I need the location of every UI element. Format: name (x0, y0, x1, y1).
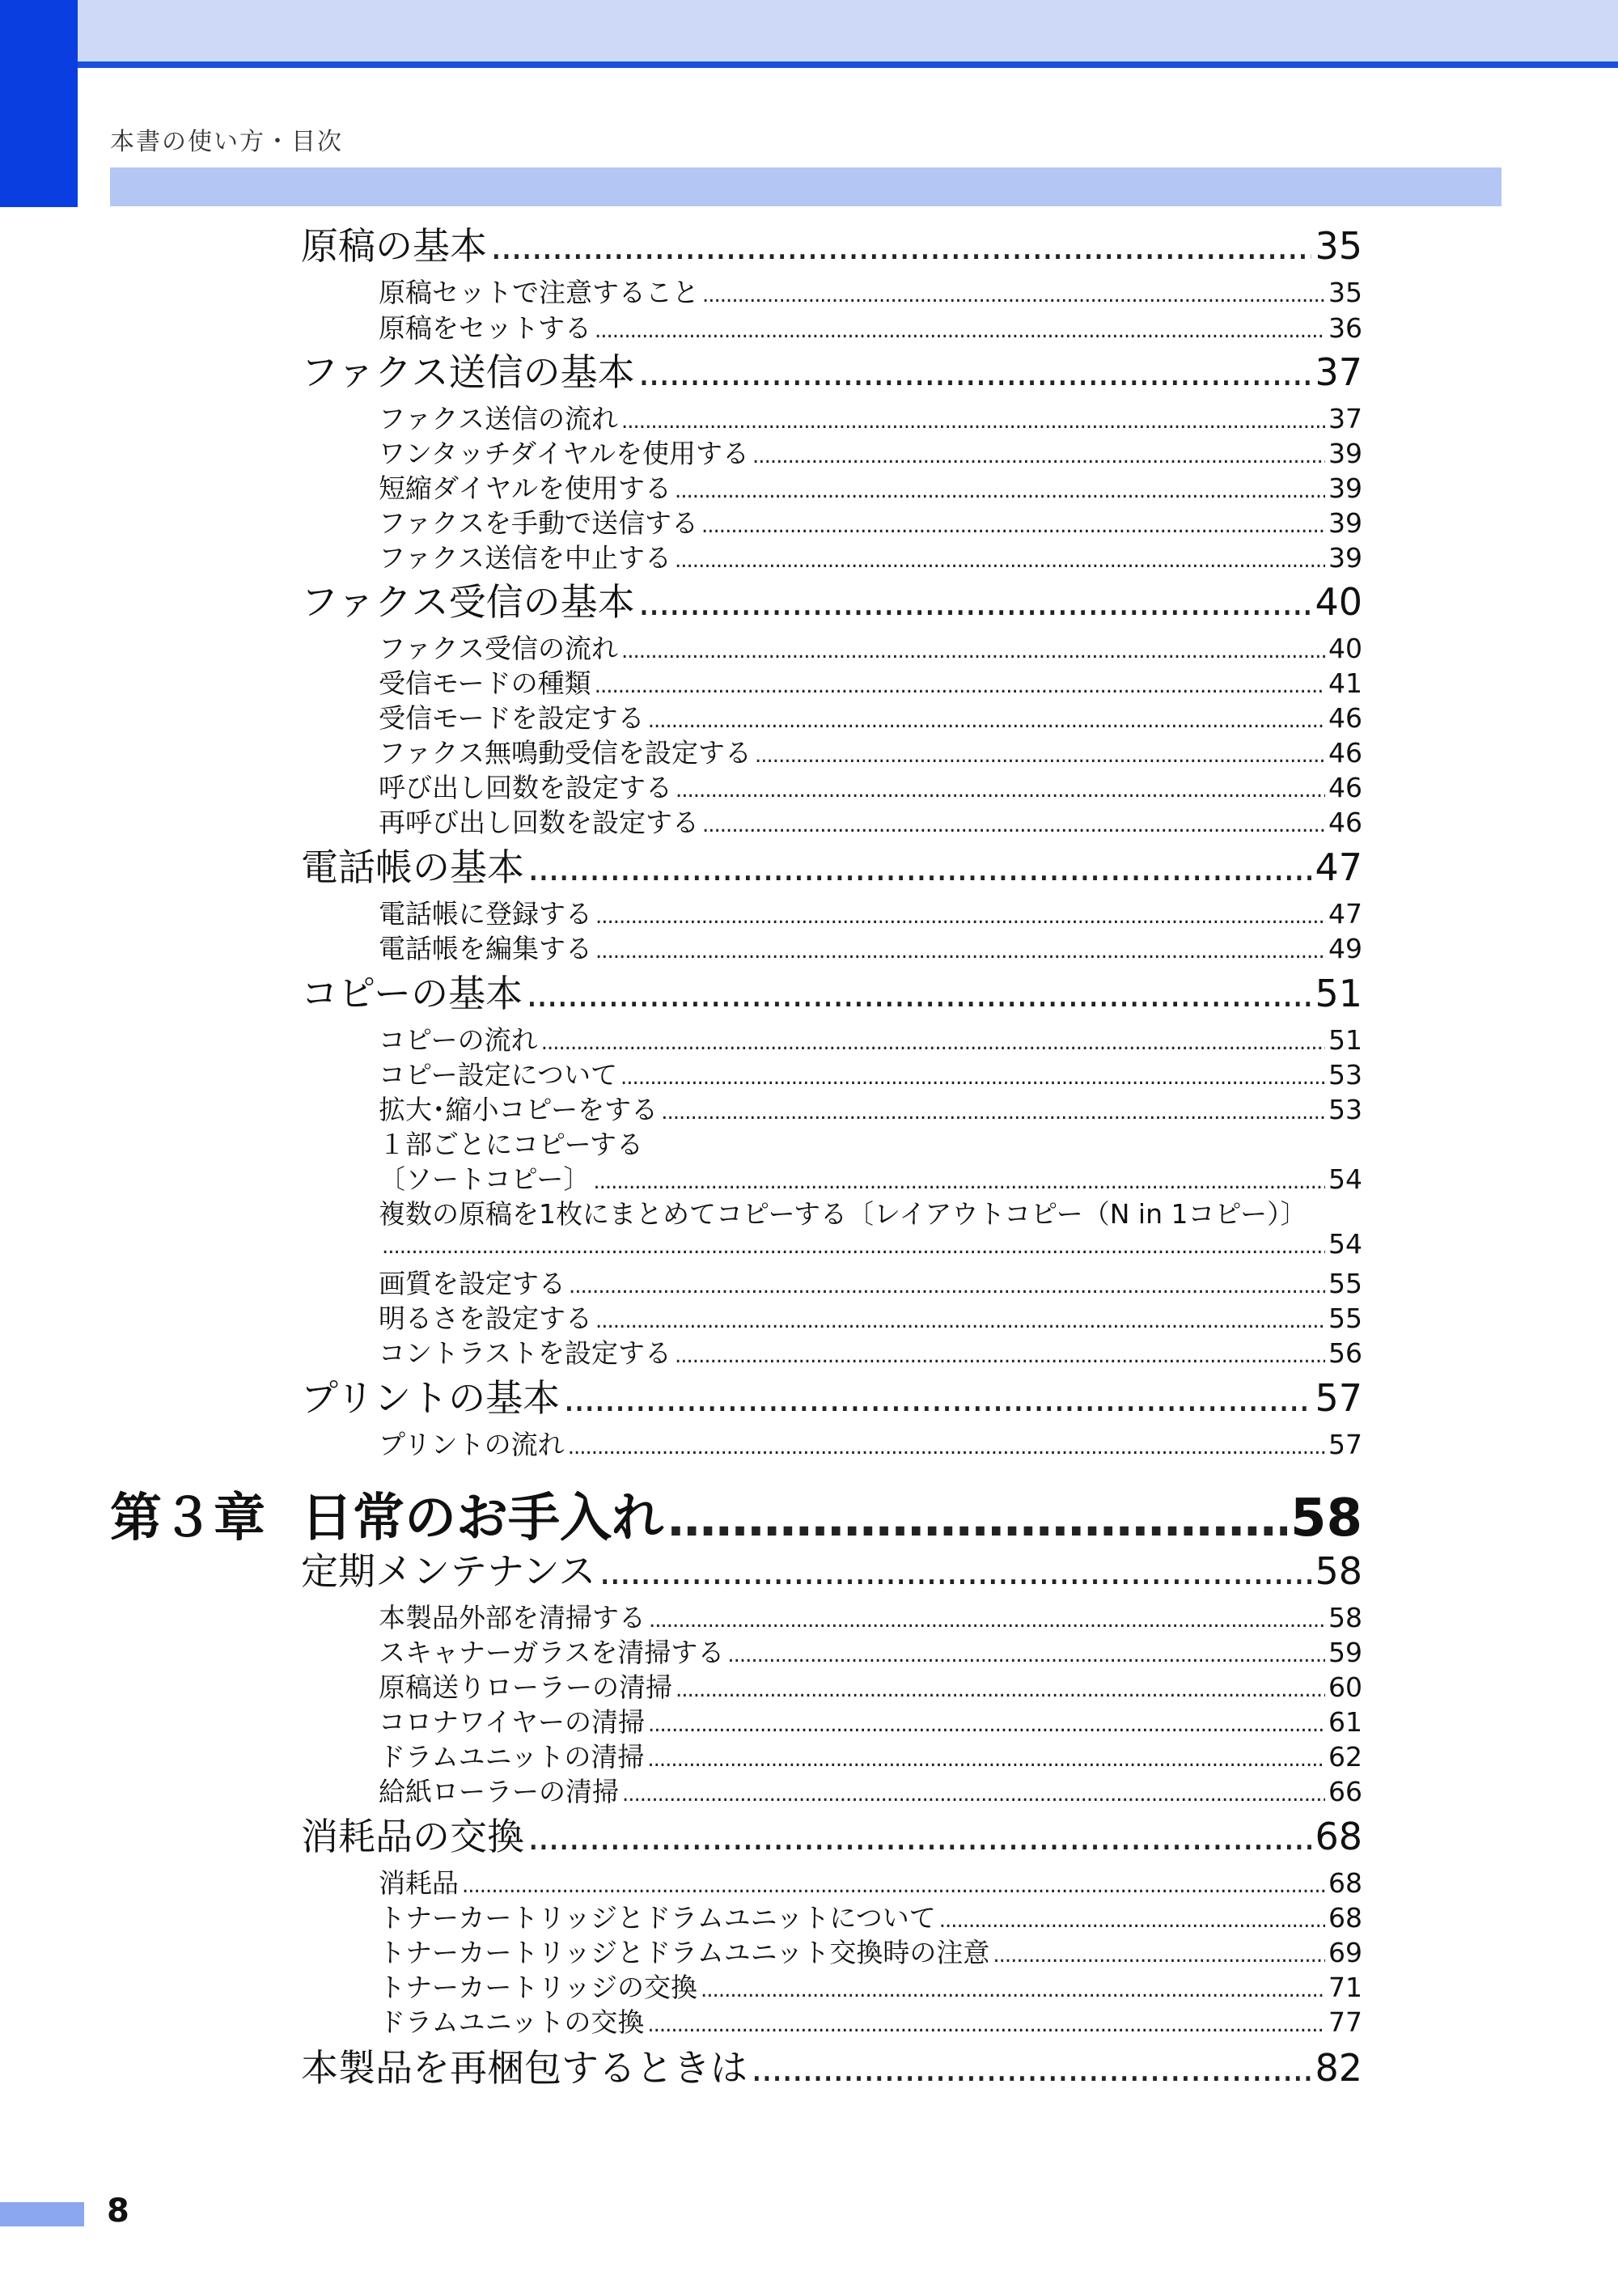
toc-entry-title: 明るさを設定する (379, 1303, 592, 1334)
dot-leader (675, 549, 1325, 573)
dot-leader (541, 1031, 1325, 1055)
dot-leader (647, 2013, 1325, 2037)
toc-page-number: 54 (1328, 1163, 1362, 1195)
toc-entry[interactable] (379, 663, 1362, 701)
toc-page-number: 58 (1290, 1489, 1362, 1548)
toc-entry-title-line1: 複数の原稿を1枚にまとめてコピーする〔レイアウトコピー（N in 1コピー）〕 (379, 1198, 1307, 1230)
chapter-number: 第３章 (110, 1489, 265, 1548)
dot-leader (595, 674, 1325, 698)
toc-entry-title: 再呼び出し回数を設定する (379, 807, 699, 838)
toc-entry[interactable] (379, 1424, 1362, 1462)
dot-leader (648, 1713, 1325, 1737)
dot-leader (727, 1643, 1325, 1667)
toc-entry[interactable] (379, 1089, 1362, 1127)
toc-section-title: ファクス送信の基本 (301, 350, 635, 394)
dot-leader (595, 1309, 1325, 1333)
toc-section-title: 原稿の基本 (301, 224, 487, 268)
dot-leader (702, 813, 1325, 837)
toc-entry-title: ファクス送信の流れ (379, 403, 619, 434)
toc-entry[interactable] (379, 1597, 1362, 1635)
toc-entry[interactable] (379, 1159, 1362, 1197)
toc-page-number: 39 (1328, 438, 1362, 469)
toc-page-number: 58 (1315, 1549, 1362, 1593)
toc-page-number: 55 (1328, 1268, 1362, 1299)
toc-entry-title: コピー設定について (379, 1059, 618, 1091)
toc-entry-title: 呼び出し回数を設定する (379, 772, 672, 803)
dot-leader (676, 778, 1325, 803)
toc-entry[interactable] (379, 433, 1362, 471)
toc-entry[interactable] (379, 1667, 1362, 1705)
toc-entry[interactable] (379, 697, 1362, 735)
toc-page-number: 39 (1328, 542, 1362, 574)
toc-entry-title: トナーカートリッジの交換 (379, 1972, 698, 2003)
dot-leader (526, 972, 1311, 1015)
dot-leader (595, 319, 1325, 343)
dot-leader (755, 743, 1325, 768)
toc-page-number: 51 (1328, 1024, 1362, 1056)
toc-section-title: プリントの基本 (301, 1376, 561, 1420)
dot-leader (675, 1344, 1325, 1368)
toc-entry-title-line1: １部ごとにコピーする (379, 1129, 644, 1160)
toc-page-number: 53 (1328, 1059, 1362, 1091)
toc-page-number: 66 (1328, 1776, 1362, 1807)
toc-entry-title: 原稿送りローラーの清掃 (379, 1671, 672, 1703)
toc-entry[interactable] (379, 1932, 1362, 1970)
toc-section[interactable] (301, 573, 1362, 626)
toc-page-number: 35 (1328, 277, 1362, 308)
toc-chapter[interactable] (110, 1476, 1362, 1551)
dot-leader (648, 709, 1325, 733)
toc-page-number: 55 (1328, 1303, 1362, 1334)
dot-leader (676, 1678, 1325, 1702)
toc-entry-title: スキャナーガラスを清掃する (379, 1637, 725, 1668)
toc-section-title: 消耗品の交換 (301, 1815, 524, 1858)
toc-page-number: 40 (1315, 580, 1362, 624)
toc-page-number: 62 (1328, 1741, 1362, 1773)
toc-page-number: 35 (1315, 224, 1362, 268)
toc-entry[interactable] (379, 1771, 1362, 1809)
toc-page-number: 47 (1328, 898, 1362, 930)
toc-entry[interactable] (379, 1332, 1362, 1370)
toc-page-number: 59 (1328, 1637, 1362, 1668)
toc-entry[interactable] (379, 1228, 1362, 1260)
toc-page-number: 56 (1328, 1337, 1362, 1369)
toc-entry-title: ワンタッチダイヤルを使用する (379, 438, 750, 469)
breadcrumb: 本書の使い方・目次 (110, 128, 343, 156)
toc-entry[interactable] (379, 1298, 1362, 1336)
toc-entry-title: コントラストを設定する (379, 1337, 672, 1369)
toc-entry-title: 受信モードを設定する (379, 702, 645, 734)
toc-entry-title: 電話帳を編集する (379, 933, 592, 964)
toc-section-title: 定期メンテナンス (301, 1549, 596, 1593)
toc-entry[interactable] (379, 1019, 1362, 1057)
toc-page-number: 54 (1328, 1228, 1362, 1260)
toc-entry-title: ドラムユニットの清掃 (379, 1741, 645, 1773)
toc-entry[interactable] (379, 468, 1362, 506)
toc-page-number: 37 (1315, 350, 1362, 394)
dot-leader (638, 350, 1312, 394)
toc-page-number: 47 (1315, 845, 1362, 889)
toc-section-title: ファクス受信の基本 (301, 580, 635, 624)
dot-leader (701, 514, 1325, 538)
toc-section[interactable] (301, 1807, 1362, 1861)
toc-entry-title: 本製品外部を清掃する (379, 1602, 646, 1633)
dot-leader (752, 444, 1325, 468)
toc-page-number: 39 (1328, 472, 1362, 504)
toc-entry-title: 受信モードの種類 (379, 667, 591, 699)
toc-section[interactable] (301, 1542, 1362, 1595)
toc-page-number: 40 (1328, 633, 1362, 664)
footer-accent-bar (0, 2202, 84, 2226)
toc-entry[interactable] (379, 1967, 1362, 2005)
toc-entry[interactable] (379, 1736, 1362, 1774)
toc-entry[interactable] (379, 307, 1362, 345)
toc-section-title: 電話帳の基本 (301, 845, 524, 889)
toc-entry[interactable] (379, 1263, 1362, 1301)
dot-leader (569, 1274, 1325, 1298)
toc-section[interactable] (301, 964, 1362, 1018)
dot-leader (621, 409, 1325, 434)
header-bar (110, 167, 1502, 206)
toc-entry-title: 消耗品 (379, 1867, 459, 1899)
toc-page-number: 46 (1328, 702, 1362, 734)
toc-entry-title: 〔ソートコピー〕 (379, 1163, 591, 1195)
toc-page-number: 53 (1328, 1094, 1362, 1125)
toc-section-title: コピーの基本 (301, 972, 523, 1015)
toc-page-number: 46 (1328, 737, 1362, 769)
toc-section[interactable] (301, 217, 1362, 270)
toc-entry-title: 拡大･縮小コピーをする (379, 1094, 659, 1125)
toc-page-number: 58 (1328, 1602, 1362, 1633)
dot-leader (675, 479, 1325, 503)
corner-accent-block (0, 0, 78, 207)
dot-leader (593, 1170, 1325, 1194)
dot-leader (527, 845, 1311, 889)
toc-entry[interactable] (379, 802, 1362, 840)
toc-entry[interactable] (379, 1632, 1362, 1670)
toc-entry-title: コピーの流れ (379, 1024, 538, 1056)
toc-page-number: 57 (1315, 1376, 1362, 1420)
dot-leader (939, 1908, 1325, 1933)
dot-leader (667, 1491, 1287, 1548)
toc-page-number: 82 (1315, 2046, 1362, 2090)
toc-entry[interactable] (379, 2002, 1362, 2040)
toc-page-number: 49 (1328, 933, 1362, 964)
toc-section[interactable] (301, 838, 1362, 892)
toc-entry-title: ドラムユニットの交換 (379, 2006, 645, 2038)
toc-entry-title: トナーカートリッジとドラムユニット交換時の注意 (379, 1937, 990, 1968)
toc-page-number: 68 (1328, 1867, 1362, 1899)
toc-entry-title: ファクス無鳴動受信を設定する (379, 737, 752, 769)
page-number: 8 (107, 2192, 129, 2230)
toc-page-number: 77 (1328, 2006, 1362, 2038)
toc-entry[interactable] (379, 272, 1362, 310)
dot-leader (621, 639, 1325, 663)
toc-entry-title: 給紙ローラーの清掃 (379, 1776, 619, 1807)
toc-entry[interactable] (379, 767, 1362, 805)
toc-page-number: 61 (1328, 1706, 1362, 1738)
toc-chapter-title: 日常のお手入れ (301, 1489, 663, 1548)
dot-leader (563, 1376, 1311, 1420)
dot-leader (490, 224, 1311, 268)
toc-entry[interactable] (379, 928, 1362, 966)
toc-entry[interactable] (379, 893, 1362, 931)
toc-entry[interactable] (379, 1897, 1362, 1935)
top-header-rule (78, 61, 1618, 68)
dot-leader (649, 1608, 1325, 1633)
toc-page-number: 60 (1328, 1671, 1362, 1703)
dot-leader (595, 904, 1325, 929)
dot-leader (568, 1435, 1325, 1459)
dot-leader (462, 1874, 1325, 1898)
dot-leader (622, 1782, 1325, 1807)
top-header-band (0, 0, 1618, 65)
toc-entry[interactable] (379, 1054, 1362, 1092)
toc-page-number: 36 (1328, 312, 1362, 344)
dot-leader (527, 1815, 1311, 1858)
toc-entry-title: 短縮ダイヤルを使用する (379, 472, 672, 504)
dot-leader (701, 1978, 1325, 2002)
toc-entry[interactable] (379, 628, 1362, 666)
toc-entry-title: 原稿セットで注意すること (379, 277, 699, 308)
toc-entry[interactable] (379, 537, 1362, 575)
toc-entry[interactable] (379, 732, 1362, 770)
dot-leader (751, 2046, 1311, 2090)
toc-section[interactable] (301, 2039, 1362, 2092)
toc-section[interactable] (301, 343, 1362, 396)
toc-entry-title: コロナワイヤーの清掃 (379, 1706, 646, 1738)
dot-leader (595, 939, 1325, 964)
toc-entry-title: 電話帳に登録する (379, 898, 592, 930)
toc-page-number: 57 (1328, 1429, 1362, 1460)
toc-section[interactable] (301, 1369, 1362, 1422)
dot-leader (621, 1065, 1325, 1090)
toc-entry-title: トナーカートリッジとドラムユニットについて (379, 1902, 936, 1934)
dot-leader (647, 1747, 1325, 1772)
toc-page-number: 39 (1328, 507, 1362, 539)
toc-page-number: 68 (1315, 1815, 1362, 1858)
toc-page-number: 69 (1328, 1937, 1362, 1968)
toc-entry[interactable] (379, 398, 1362, 436)
dot-leader (993, 1943, 1325, 1968)
toc-page-number: 46 (1328, 772, 1362, 803)
toc-page-number: 37 (1328, 403, 1362, 434)
toc-page-number: 46 (1328, 807, 1362, 838)
toc-page-number: 68 (1328, 1902, 1362, 1934)
dot-leader (382, 1235, 1325, 1259)
toc-page-number: 41 (1328, 667, 1362, 699)
toc-entry-title: ファクス送信を中止する (379, 542, 672, 574)
toc-entry-title: 原稿をセットする (379, 312, 592, 344)
toc-page-number: 71 (1328, 1972, 1362, 2003)
toc-entry-title: ファクスを手動で送信する (379, 507, 699, 539)
toc-entry[interactable] (379, 1701, 1362, 1739)
toc-entry[interactable] (379, 502, 1362, 540)
toc-entry-title: プリントの流れ (379, 1429, 565, 1460)
dot-leader (702, 283, 1325, 307)
dot-leader (599, 1549, 1311, 1593)
toc-entry-title: 画質を設定する (379, 1268, 565, 1299)
toc-entry-title: ファクス受信の流れ (379, 633, 619, 664)
toc-section-title: 本製品を再梱包するときは (301, 2046, 748, 2090)
dot-leader (638, 580, 1312, 624)
toc-entry[interactable] (379, 1862, 1362, 1900)
toc-page-number: 51 (1315, 972, 1362, 1015)
dot-leader (661, 1100, 1325, 1125)
